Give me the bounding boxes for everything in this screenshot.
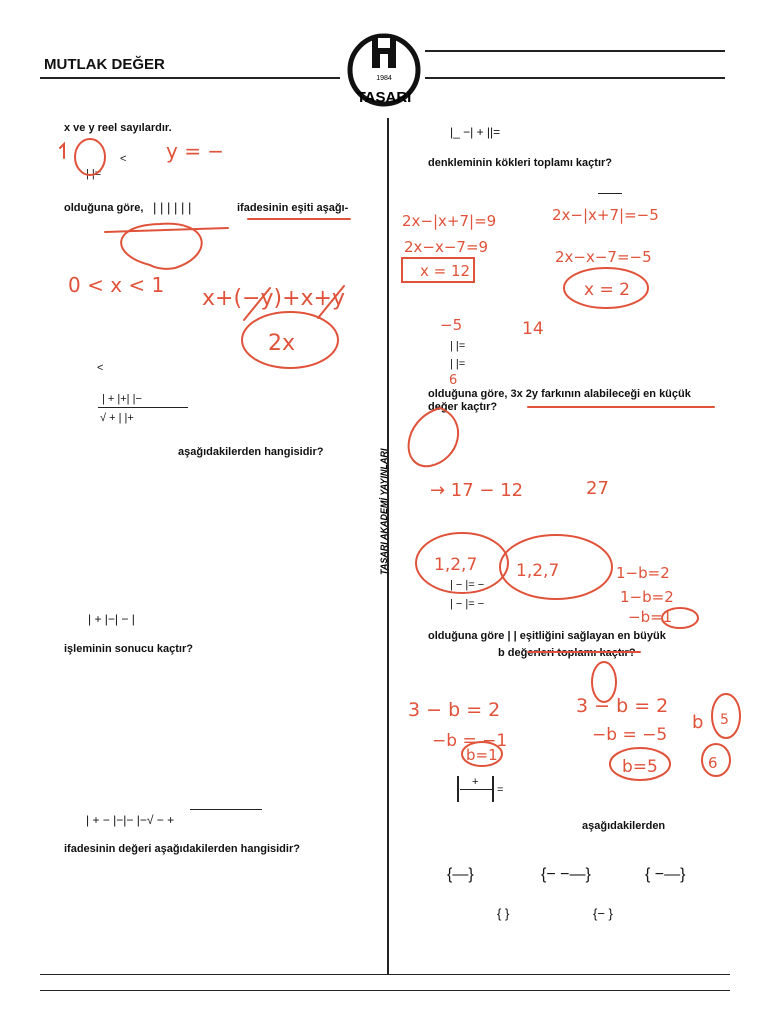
ink-l4: 2x [268, 331, 296, 356]
ink-r7: −5 [440, 316, 463, 334]
ink-mark-1 [60, 144, 64, 158]
q8-ask: aşağıdakilerden [582, 820, 666, 832]
q1-intro: x ve y reel sayılardır. [64, 122, 172, 134]
q7-ask-a: olduğuna göre | | eşitliğini sağlayan en büyük [428, 630, 666, 642]
logo-text: TASARI [356, 89, 412, 106]
ink-l1: y = − [166, 139, 225, 163]
side-text: TASARI AKADEMİ YAYINLARI [379, 448, 389, 575]
ink-r23: 6 [708, 754, 718, 772]
ink-r8: 14 [522, 319, 544, 339]
ink-r3: x = 12 [420, 262, 471, 280]
q2-ask: aşağıdakilerden hangisidir? [178, 446, 324, 458]
q3-ask: işleminin sonucu kaçtır? [64, 643, 193, 655]
q2-numerator: | + |+| |− [102, 393, 142, 405]
ink-r14: 1−b=2 [616, 564, 670, 582]
ink-r16: −b=1 [628, 608, 673, 626]
ink-r25: 5 [720, 712, 729, 728]
page-title: MUTLAK DEĞER [44, 56, 165, 73]
ink-l2: 0 < x < 1 [68, 273, 165, 297]
ink-r4: 2x−|x+7|=−5 [552, 206, 659, 224]
q6-ask-b: değer kaçtır? [428, 401, 498, 413]
ink-circle-q6 [409, 408, 458, 466]
ink-r19: b=1 [466, 746, 498, 764]
ink-r18: −b = −1 [432, 731, 508, 751]
q2-less-than: < [97, 362, 104, 374]
ink-r22: b=5 [622, 757, 658, 777]
q8-option-c[interactable]: { −—} [645, 866, 686, 883]
q2-denominator: √ + | |+ [100, 412, 134, 424]
ink-r6: x = 2 [584, 280, 630, 300]
ink-r20: 3 − b = 2 [576, 695, 669, 717]
ink-r21: −b = −5 [592, 725, 668, 745]
q8-option-a[interactable]: {—} [447, 866, 474, 883]
ink-circle-x [75, 139, 105, 175]
q5-expression: |_ −| + ||= [450, 125, 501, 139]
ink-r11: 27 [586, 478, 609, 499]
ink-r15: 1−b=2 [620, 588, 674, 606]
ink-r5: 2x−x−7=−5 [555, 248, 652, 266]
q1-ask-a: olduğuna göre, [64, 202, 144, 214]
q8-option-d[interactable]: { } [497, 906, 510, 921]
q6-eq1: | |= [450, 340, 466, 352]
ink-r12: 1,2,7 [434, 555, 478, 575]
ink-r1: 2x−|x+7|=9 [402, 212, 497, 230]
q8-option-e[interactable]: {− } [593, 906, 613, 921]
q1-equation: | |= [86, 168, 102, 180]
q7-eq1: | − |= − [450, 579, 485, 591]
ink-r9: 6 [449, 373, 458, 388]
logo-year: 1984 [376, 75, 392, 82]
ink-r17: 3 − b = 2 [408, 699, 501, 721]
q8-equals: = [497, 784, 504, 796]
q4-ask: ifadesinin değeri aşağıdakilerden hangisidir? [64, 843, 300, 855]
q1-ask-b: ifadesinin eşiti aşağı- [237, 202, 349, 214]
ink-l3: x+(−y)+x+y [202, 286, 345, 311]
q7-eq2: | − |= − [450, 598, 485, 610]
ink-underline-2 [105, 228, 228, 232]
q1-less-than: < [120, 153, 127, 165]
q7-ask-b: b değerleri toplamı kaçtır? [498, 647, 636, 659]
q4-expression: | + − |−|− |−√ − + [86, 813, 175, 827]
ink-r24: b [692, 712, 704, 733]
ink-r10: → 17 − 12 [430, 480, 524, 501]
ink-r13: 1,2,7 [516, 561, 560, 581]
q8-option-b[interactable]: {− −—} [541, 866, 591, 883]
q3-expression: | + |−| − | [88, 612, 135, 626]
q5-ask: denkleminin kökleri toplamı kaçtır? [428, 157, 612, 169]
q6-eq2: | |= [450, 358, 466, 370]
q6-ask-a: olduğuna göre, 3x 2y farkının alabileceği en küçük [428, 388, 691, 400]
q1-bars: | | | | | | [153, 200, 192, 215]
q8-numerator: + [472, 776, 479, 788]
ink-r2: 2x−x−7=9 [404, 238, 489, 256]
